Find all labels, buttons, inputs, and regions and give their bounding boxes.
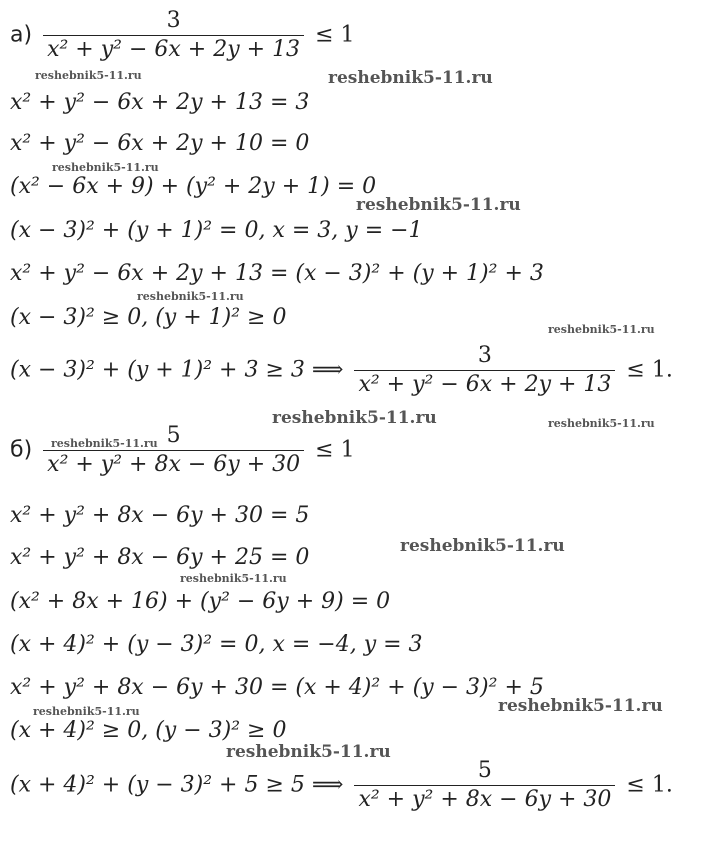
watermark: reshebnik5-11.ru bbox=[400, 536, 565, 556]
part-a-heading bbox=[10, 10, 355, 61]
watermark: reshebnik5-11.ru bbox=[35, 69, 142, 82]
part-a-conclusion-denominator: x² + y² − 6x + 2y + 13 bbox=[354, 370, 615, 396]
part-a-line-3: (x² − 6x + 9) + (y² + 2y + 1) = 0 bbox=[10, 174, 377, 199]
watermark: reshebnik5-11.ru bbox=[548, 417, 655, 430]
part-b-conclusion bbox=[10, 760, 673, 811]
part-b-conclusion-numerator: 5 bbox=[477, 758, 492, 783]
part-b-line-5: x² + y² + 8x − 6y + 30 = (x + 4)² + (y − 3)² + 5 bbox=[10, 675, 544, 700]
part-b-line-6: (x + 4)² ≥ 0, (y − 3)² ≥ 0 bbox=[10, 718, 287, 743]
part-a-conclusion-fraction bbox=[354, 345, 615, 396]
watermark: reshebnik5-11.ru bbox=[356, 195, 521, 215]
watermark: reshebnik5-11.ru bbox=[180, 572, 287, 585]
part-b-line-2: x² + y² + 8x − 6y + 25 = 0 bbox=[10, 545, 310, 570]
watermark: reshebnik5-11.ru bbox=[137, 290, 244, 303]
part-a-label: а) bbox=[10, 22, 33, 48]
part-b-line-4: (x + 4)² + (y − 3)² = 0, x = −4, y = 3 bbox=[10, 632, 423, 657]
watermark: reshebnik5-11.ru bbox=[52, 161, 159, 174]
part-a-conclusion-lhs: (x − 3)² + (y + 1)² + 3 ≥ 3 ⟹ bbox=[10, 357, 344, 383]
part-b-conclusion-lhs: (x + 4)² + (y − 3)² + 5 ≥ 5 ⟹ bbox=[10, 772, 344, 798]
part-b-conclusion-fraction bbox=[354, 760, 615, 811]
part-a-heading-denominator: x² + y² − 6x + 2y + 13 bbox=[43, 35, 304, 61]
part-a-conclusion-numerator: 3 bbox=[477, 343, 492, 368]
part-a-line-4: (x − 3)² + (y + 1)² = 0, x = 3, y = −1 bbox=[10, 218, 423, 243]
part-a-line-5: x² + y² − 6x + 2y + 13 = (x − 3)² + (y + 1)² + 3 bbox=[10, 261, 544, 286]
part-a-conclusion bbox=[10, 345, 673, 396]
part-b-heading-rhs: ≤ 1 bbox=[315, 437, 355, 463]
part-b-conclusion-denominator: x² + y² + 8x − 6y + 30 bbox=[354, 785, 615, 811]
part-b-heading-fraction bbox=[43, 425, 304, 476]
part-a-conclusion-rhs: ≤ 1. bbox=[626, 357, 673, 383]
part-b-heading-numerator: 5 bbox=[166, 423, 181, 448]
watermark: reshebnik5-11.ru bbox=[33, 705, 140, 718]
part-a-line-2: x² + y² − 6x + 2y + 10 = 0 bbox=[10, 131, 310, 156]
part-a-line-6: (x − 3)² ≥ 0, (y + 1)² ≥ 0 bbox=[10, 305, 287, 330]
part-a-heading-numerator: 3 bbox=[166, 8, 181, 33]
watermark: reshebnik5-11.ru bbox=[498, 696, 663, 716]
watermark: reshebnik5-11.ru bbox=[272, 408, 437, 428]
part-b-line-1: x² + y² + 8x − 6y + 30 = 5 bbox=[10, 503, 310, 528]
part-b-line-3: (x² + 8x + 16) + (y² − 6y + 9) = 0 bbox=[10, 589, 391, 614]
watermark: reshebnik5-11.ru bbox=[548, 323, 655, 336]
watermark: reshebnik5-11.ru bbox=[51, 437, 158, 450]
part-b-heading-denominator: x² + y² + 8x − 6y + 30 bbox=[43, 450, 304, 476]
part-b-heading bbox=[10, 425, 355, 476]
part-b-conclusion-rhs: ≤ 1. bbox=[626, 772, 673, 798]
watermark: reshebnik5-11.ru bbox=[328, 68, 493, 88]
part-a-heading-rhs: ≤ 1 bbox=[315, 22, 355, 48]
part-b-label: б) bbox=[10, 437, 33, 463]
watermark: reshebnik5-11.ru bbox=[226, 742, 391, 762]
part-a-line-1: x² + y² − 6x + 2y + 13 = 3 bbox=[10, 90, 310, 115]
part-a-heading-fraction bbox=[43, 10, 304, 61]
